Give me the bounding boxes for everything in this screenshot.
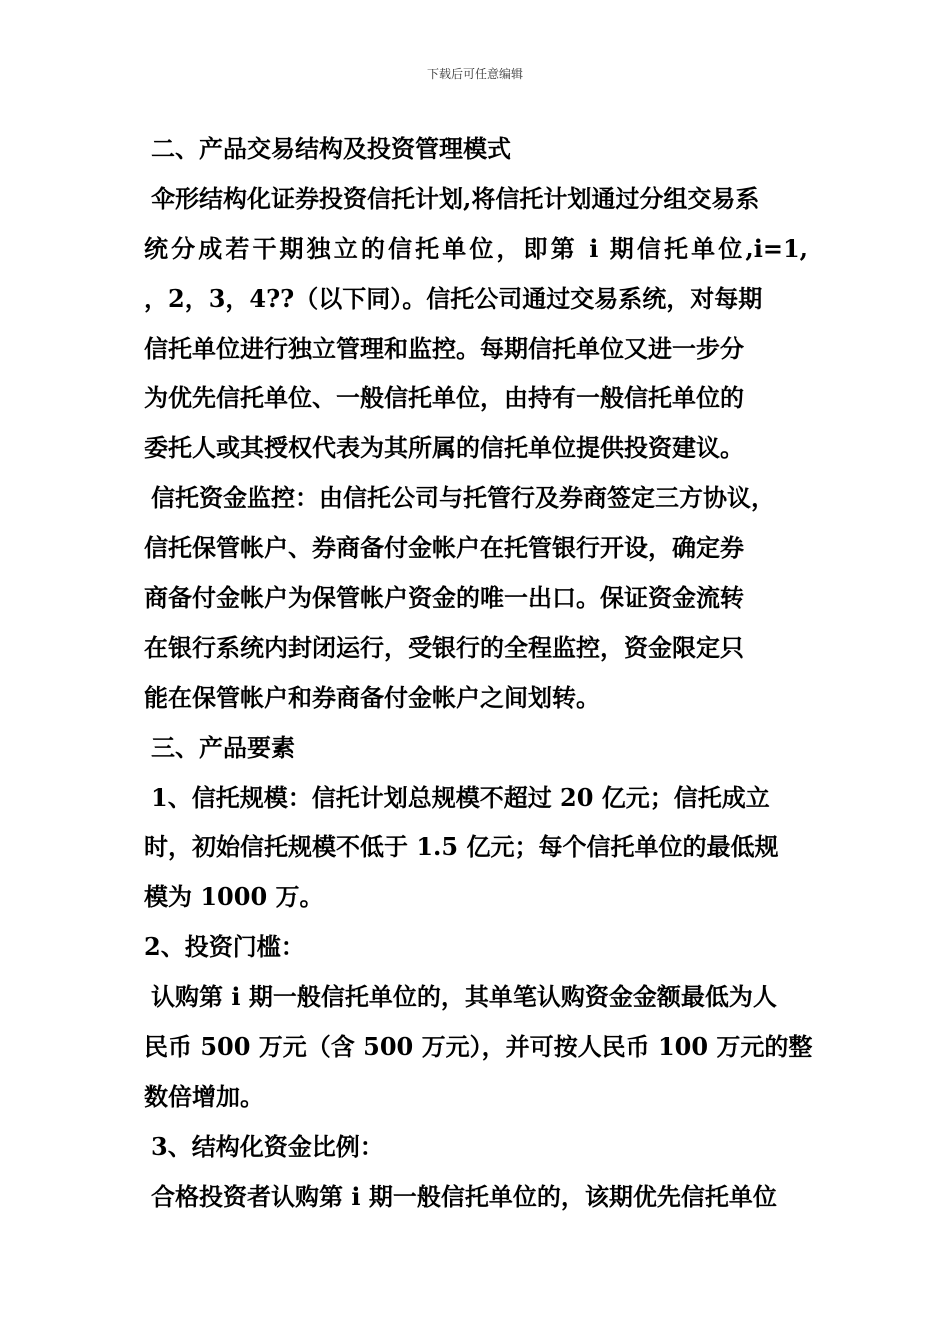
text-line: 统分成若干期独立的信托单位，即第 i 期信托单位,i=1,: [144, 233, 808, 263]
text-line: 合格投资者认购第 i 期一般信托单位的，该期优先信托单位: [151, 1181, 777, 1211]
text-line: 3、结构化资金比例：: [151, 1131, 384, 1161]
text-line: 民币 500 万元（含 500 万元），并可按人民币 100 万元的整: [144, 1032, 813, 1062]
text-line: 伞形结构化证券投资信托计划,将信托计划通过分组交易系: [151, 183, 760, 213]
text-line: 三、产品要素: [151, 732, 295, 762]
text-line: 二、产品交易结构及投资管理模式: [151, 134, 511, 163]
text-line: 委托人或其授权代表为其所属的信托单位提供投资建议。: [144, 433, 744, 463]
text-line: 模为 1000 万。: [144, 882, 324, 912]
text-line: 信托保管帐户、券商备付金帐户在托管银行开设，确定券: [144, 533, 744, 563]
page-header: 下载后可任意编辑: [426, 67, 523, 81]
text-line: 能在保管帐户和券商备付金帐户之间划转。: [144, 682, 600, 712]
text-line: 在银行系统内封闭运行，受银行的全程监控，资金限定只: [144, 632, 744, 662]
text-line: ，2，3，4??（以下同）。信托公司通过交易系统，对每期: [144, 283, 763, 313]
text-line: 时，初始信托规模不低于 1.5 亿元；每个信托单位的最低规: [144, 832, 779, 862]
text-line: 1、信托规模：信托计划总规模不超过 20 亿元；信托成立: [151, 782, 770, 812]
text-line: 商备付金帐户为保管帐户资金的唯一出口。保证资金流转: [144, 583, 744, 613]
text-line: 认购第 i 期一般信托单位的，其单笔认购资金金额最低为人: [151, 982, 777, 1012]
document-body: [144, 124, 834, 1222]
text-line: 信托资金监控：由信托公司与托管行及券商签定三方协议，: [151, 483, 775, 513]
text-line: 为优先信托单位、一般信托单位，由持有一般信托单位的: [144, 383, 744, 413]
text-line: 数倍增加。: [144, 1081, 264, 1111]
text-line: 2、投资门槛：: [144, 932, 305, 962]
text-line: 信托单位进行独立管理和监控。每期信托单位又进一步分: [144, 333, 744, 363]
